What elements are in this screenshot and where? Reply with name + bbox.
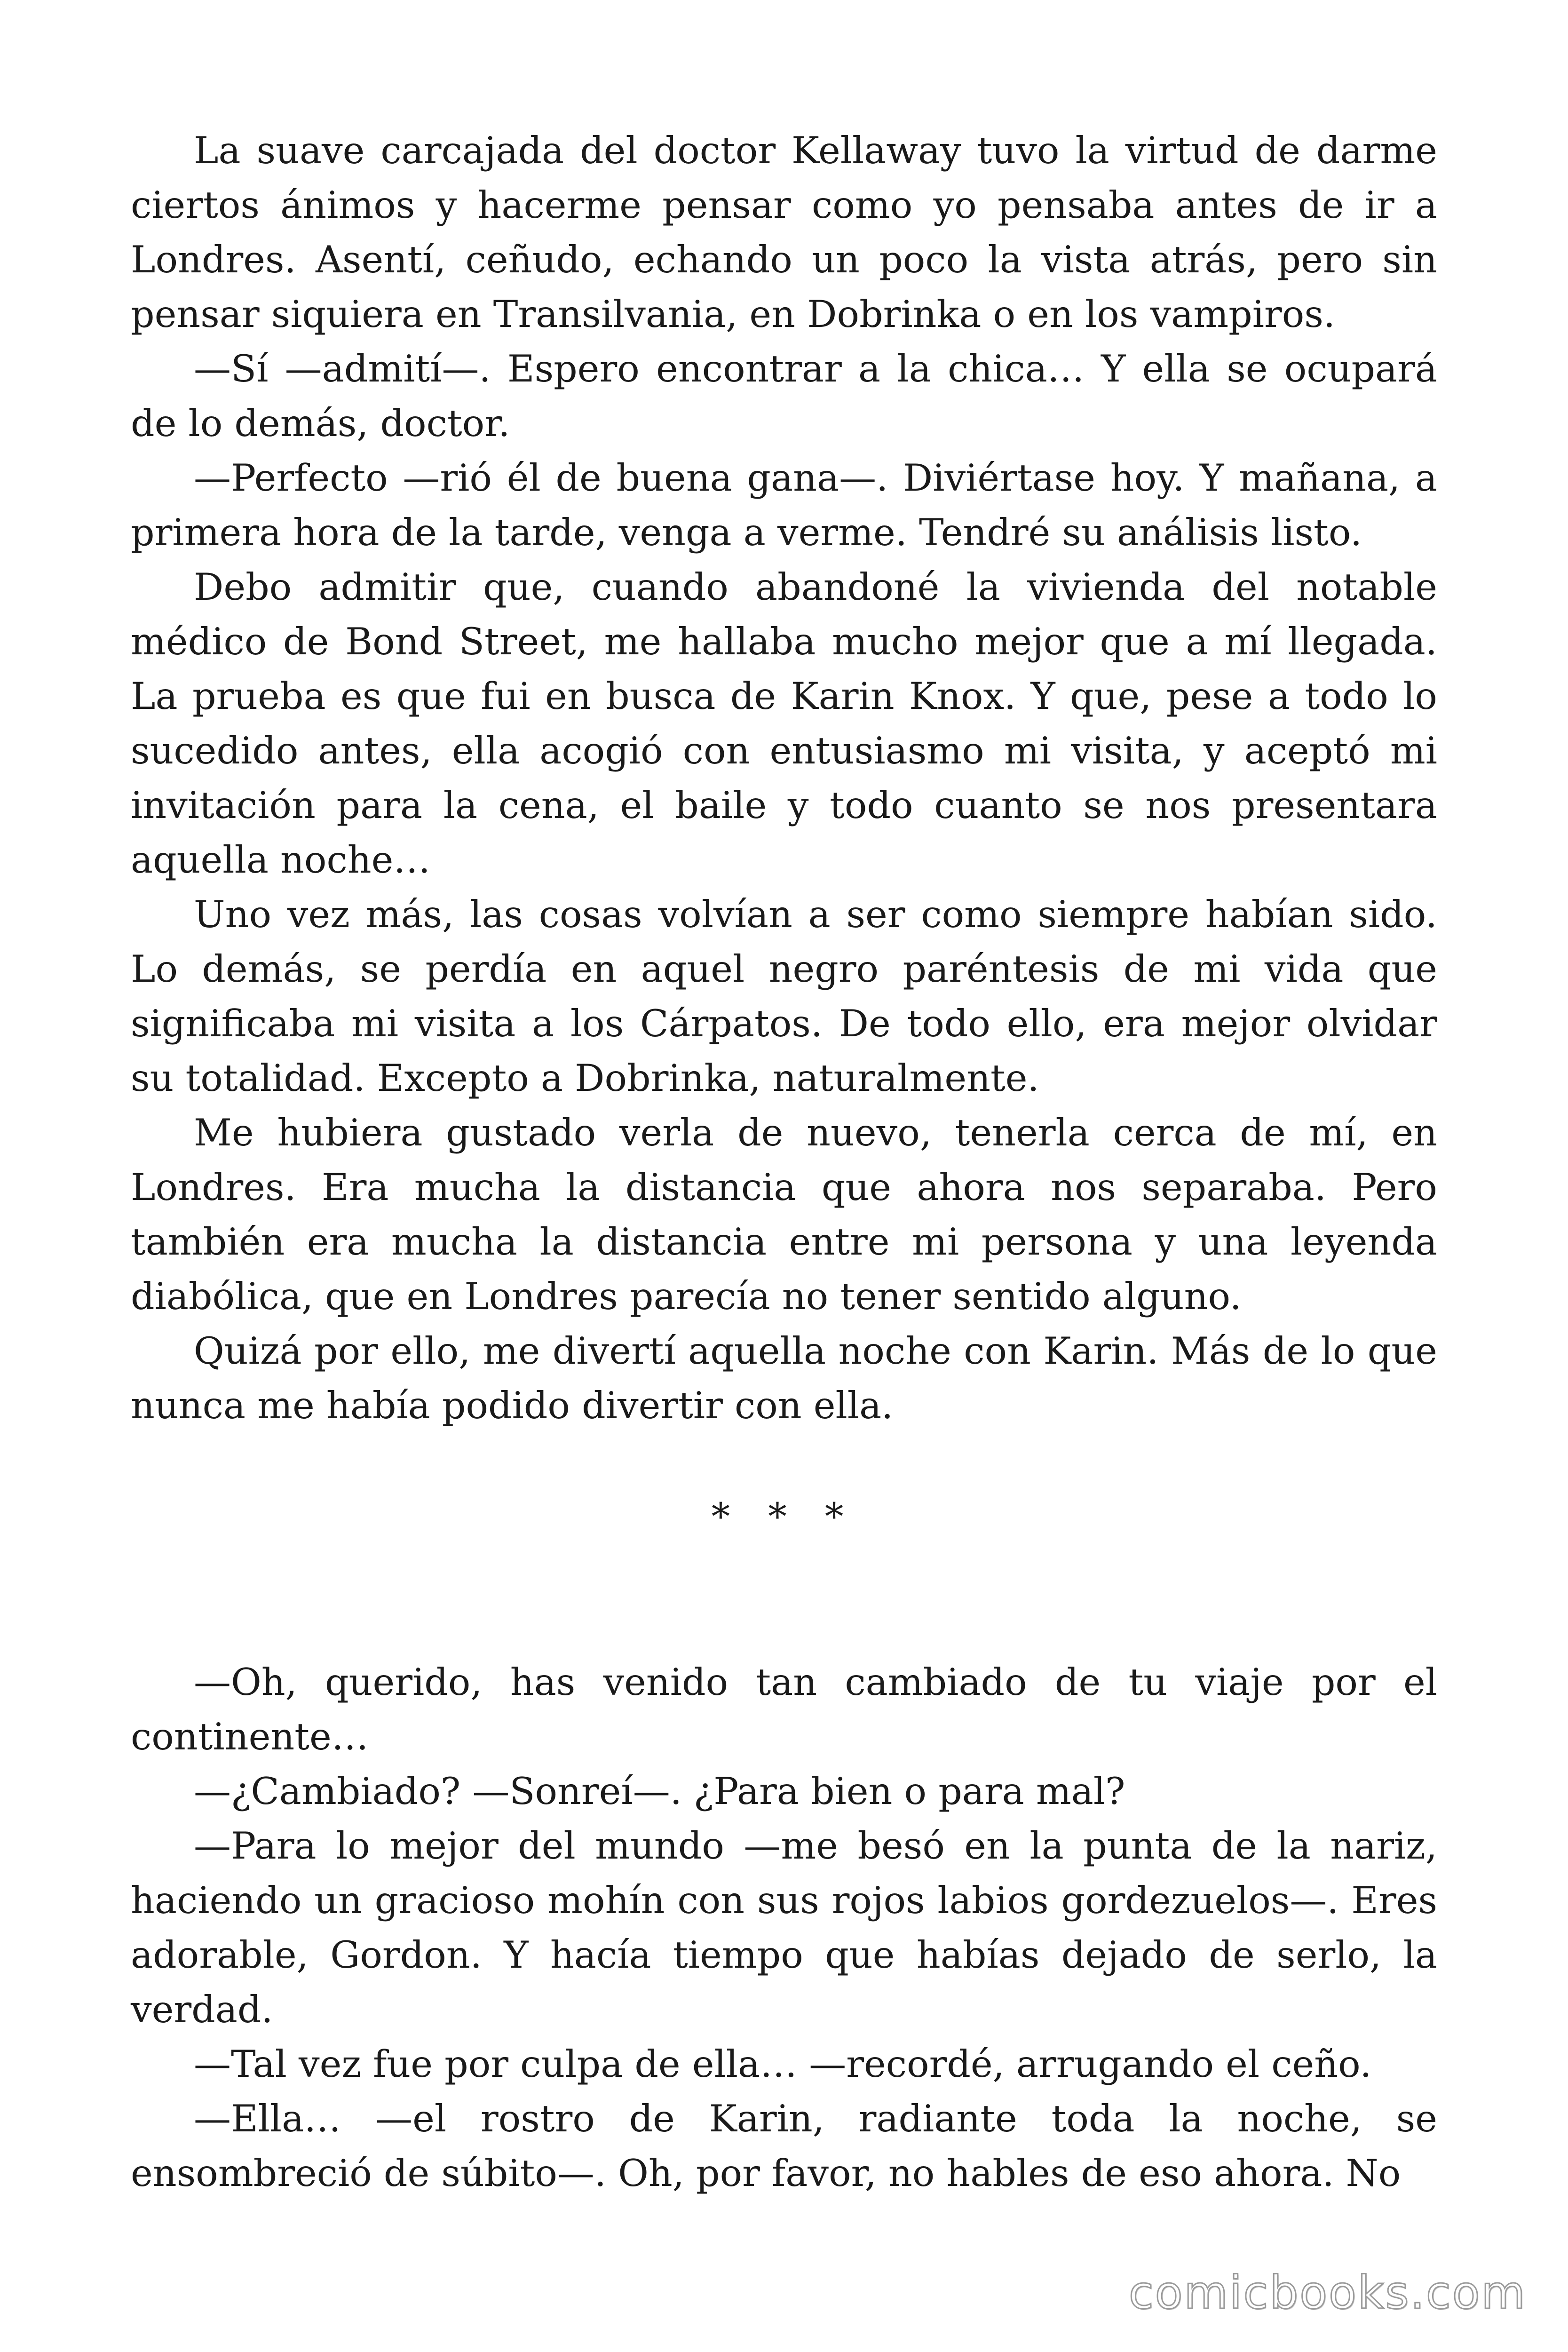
paragraph: —Sí —admití—. Espero encontrar a la chica… Y ella se ocupará de lo demás, doctor.	[131, 347, 1437, 445]
paragraph: Uno vez más, las cosas volvían a ser como siempre habían sido. Lo demás, se perdía en aquel negro paréntesis de mi vida que significaba mi visita a los Cárpatos. De todo ello, era mejor olvidar su totalidad. Excepto a Dobrinka, naturalmente.	[131, 893, 1437, 1100]
paragraph: —Tal vez fue por culpa de ella… —recordé, arrugando el ceño.	[194, 2042, 1372, 2086]
paragraph: Me hubiera gustado verla de nuevo, tenerla cerca de mí, en Londres. Era mucha la distancia que ahora nos separaba. Pero también era mucha la distancia entre mi persona y una leyenda diabólica, que en Londres parecía no tener sentido alguno.	[131, 1111, 1437, 1318]
paragraph: —Para lo mejor del mundo —me besó en la punta de la nariz, haciendo un gracioso mohín con sus rojos labios gordezuelos—. Eres adorable, Gordon. Y hacía tiempo que habías dejado de serlo, la verdad.	[131, 1824, 1437, 2031]
paragraph: La suave carcajada del doctor Kellaway tuvo la virtud de darme ciertos ánimos y hacerme pensar como yo pensaba antes de ir a Londres. Asentí, ceñudo, echando un poco la vista atrás, pero sin pensar siquiera en Transilvania, en Dobrinka o en los vampiros.	[131, 129, 1437, 336]
paragraph: —Oh, querido, has venido tan cambiado de tu viaje por el continente…	[131, 1661, 1437, 1758]
paragraph: Debo admitir que, cuando abandoné la vivienda del notable médico de Bond Street, me hallaba mucho mejor que a mí llegada. La prueba es que fui en busca de Karin Knox. Y que, pese a todo lo sucedido antes, ella acogió con entusiasmo mi visita, y aceptó mi invitación para la cena, el baile y todo cuanto se nos presentara aquella noche…	[131, 565, 1437, 882]
paragraph: —Perfecto —rió él de buena gana—. Diviértase hoy. Y mañana, a primera hora de la tarde, venga a verme. Tendré su análisis listo.	[131, 456, 1437, 554]
paragraph: —¿Cambiado? —Sonreí—. ¿Para bien o para mal?	[194, 1770, 1125, 1813]
paragraph: —Ella… —el rostro de Karin, radiante toda la noche, se ensombreció de súbito—. Oh, por favor, no hables de eso ahora. No	[131, 2097, 1437, 2195]
watermark: comicbooks.com	[1128, 2266, 1527, 2319]
paragraph: Quizá por ello, me divertí aquella noche con Karin. Más de lo que nunca me había podido divertir con ella.	[131, 1329, 1437, 1427]
section-separator: * * *	[711, 1495, 857, 1538]
page-body	[131, 123, 1437, 2201]
